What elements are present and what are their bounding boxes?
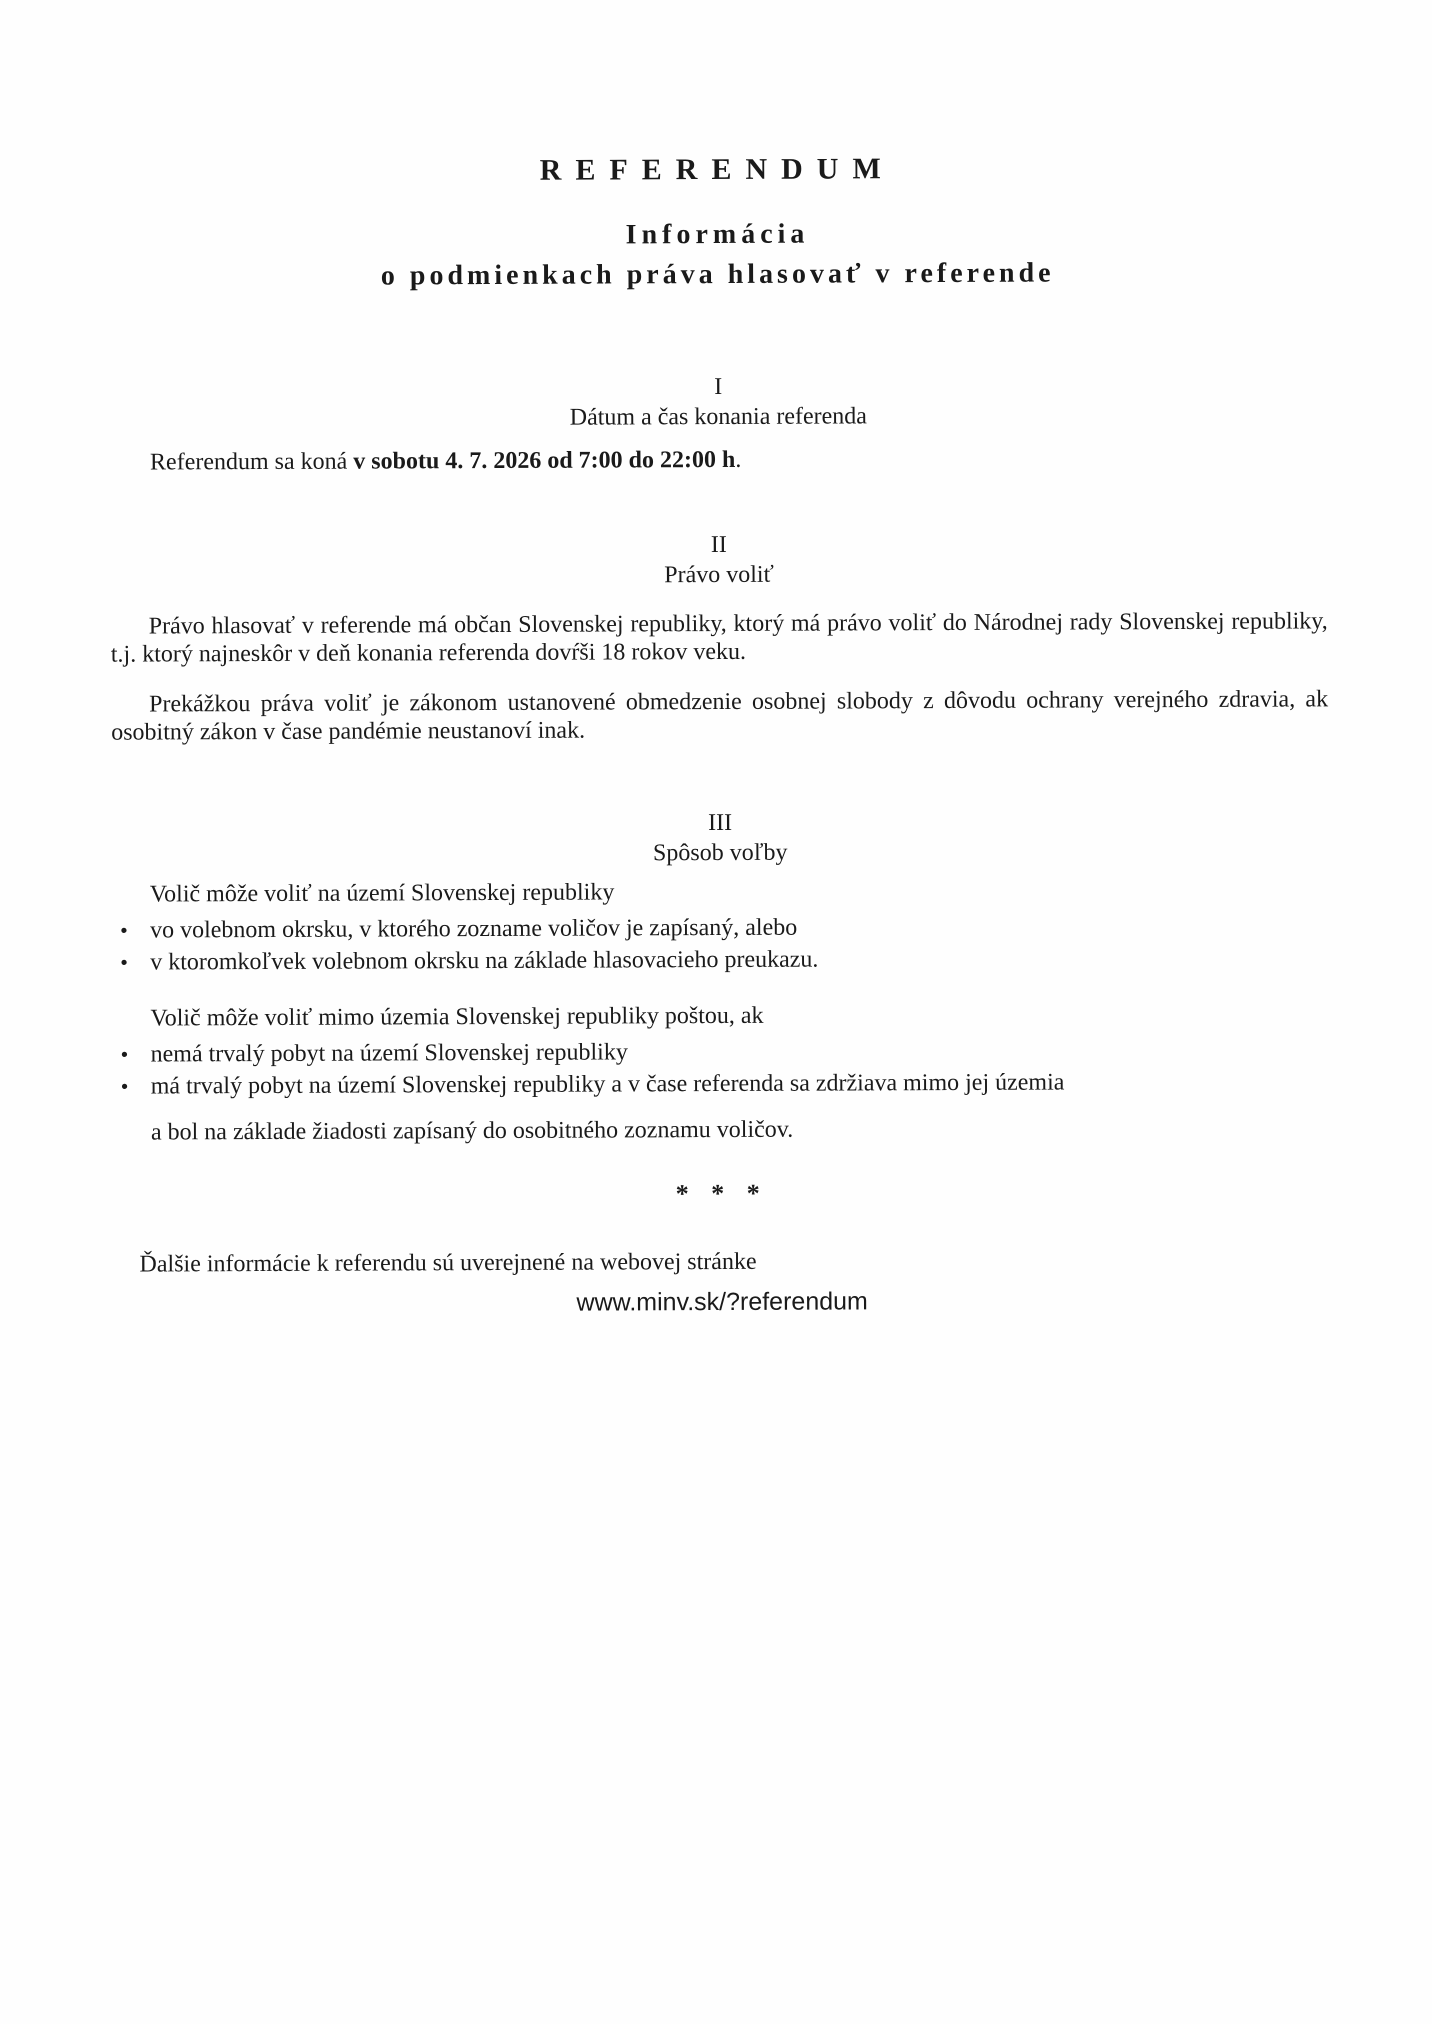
date-prefix: Referendum sa koná — [149, 448, 354, 476]
bullet-icon: • — [120, 949, 128, 975]
footer-info-text: Ďalšie informácie k referendu sú uverejnené na webovej stránke — [139, 1248, 757, 1278]
list-item — [112, 909, 1329, 946]
section1-heading: Dátum a čas konania referenda — [569, 403, 867, 431]
section2-paragraph-1: Právo hlasovať v referende má občan Slovenskej republiky, ktorý má právo voliť do Národnej rady Slovenskej republiky, t.j. ktorý najneskôr v deň konania referenda dovŕši 18 rokov veku. — [110, 608, 1328, 668]
bullet-icon: • — [119, 917, 128, 943]
list-item-text: vo volebnom okrsku, v ktorého zozname voličov je zapísaný, alebo — [149, 914, 798, 944]
section3-number: III — [708, 809, 733, 837]
section2-heading: Právo voliť — [664, 561, 774, 589]
list-item-text: nemá trvalý pobyt na území Slovenskej republiky — [150, 1039, 628, 1068]
date-bold: v sobotu 4. 7. 2026 od 7:00 do 22:00 h — [353, 446, 736, 475]
bullet-icon: • — [120, 1041, 129, 1067]
list-item — [112, 941, 1329, 978]
section1-number: I — [714, 373, 723, 401]
section2-paragraph-2: Prekážkou práva voliť je zákonom ustanovené obmedzenie osobnej slobody z dôvodu ochrany verejného zdravia, ak osobitný zákon v čase pandémie neustanoví inak. — [111, 686, 1329, 746]
document-title: REFERENDUM — [539, 152, 895, 187]
document-content — [108, 0, 1331, 1319]
list-item-text: v ktoromkoľvek volebnom okrsku na základe hlasovacieho preukazu. — [150, 946, 819, 976]
list-item — [113, 1065, 1330, 1102]
section2-number: II — [710, 531, 727, 559]
date-suffix: . — [735, 446, 742, 473]
list-item — [113, 1033, 1330, 1070]
section3-heading: Spôsob voľby — [652, 839, 788, 867]
list-item-text: má trvalý pobyt na území Slovenskej republiky a v čase referenda sa zdržiava mimo jej územia — [150, 1069, 1065, 1100]
voting-abroad-intro: Volič môže voliť mimo územia Slovenskej republiky poštou, ak — [150, 1002, 764, 1032]
voting-in-country-intro: Volič môže voliť na území Slovenskej republiky — [149, 879, 615, 908]
bullet-icon: • — [120, 1073, 129, 1099]
footer-website-url: www.minv.sk/?referendum — [576, 1287, 868, 1317]
voting-abroad-continuation: a bol na základe žiadosti zapísaný do osobitného zoznamu voličov. — [150, 1116, 794, 1146]
voting-in-country-list — [112, 909, 1329, 978]
asterisk-separator: * * * — [675, 1178, 768, 1209]
voting-abroad-list — [113, 1033, 1330, 1102]
referendum-date-line — [110, 443, 1327, 476]
document-subtitle-line1: Informácia — [625, 218, 810, 251]
document-subtitle-line2: o podmienkach práva hlasovať v referende — [380, 257, 1055, 292]
